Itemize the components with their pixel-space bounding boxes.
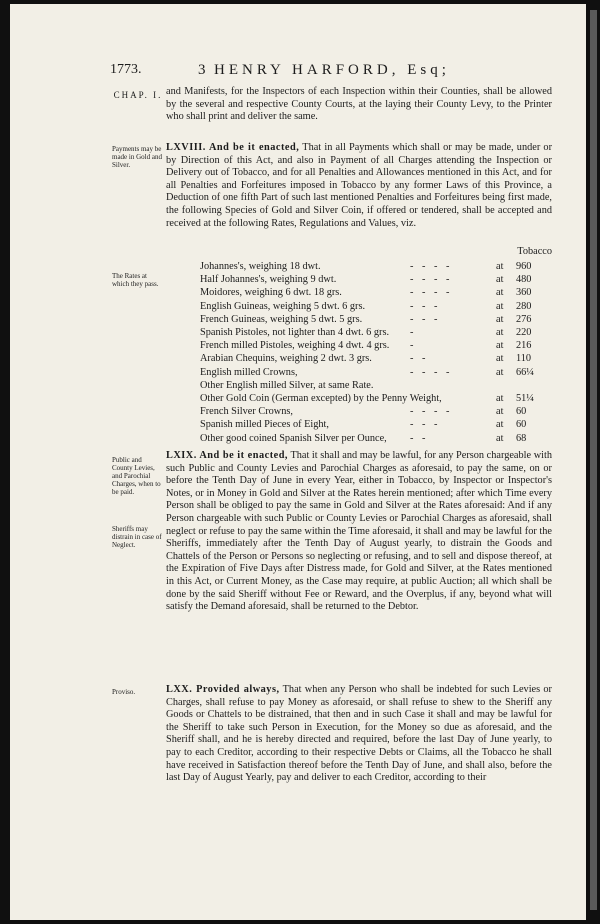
rate-row xyxy=(200,352,552,365)
rate-row xyxy=(200,273,552,286)
rate-at: at xyxy=(496,393,504,404)
rate-coin: Johannes's, weighing 18 dwt. xyxy=(200,261,321,272)
rate-value: 60 xyxy=(516,419,527,431)
rate-at: at xyxy=(496,313,504,325)
rate-coin: Moidores, weighing 6 dwt. 18 grs. xyxy=(200,287,342,299)
rate-coin: English Guineas, weighing 5 dwt. 6 grs. xyxy=(200,300,366,312)
rate-dashes: - - - xyxy=(410,300,441,312)
rate-dashes: - - - xyxy=(410,419,441,431)
margin-levies: Public and County Levies, and Parochial Charges, when to be paid. xyxy=(112,456,161,496)
rate-at: at xyxy=(496,327,504,338)
section-lxviii xyxy=(166,142,552,230)
rate-dashes: - - - - xyxy=(410,274,453,286)
rate-row xyxy=(200,392,552,405)
rate-value: 360 xyxy=(516,287,532,299)
rate-value: 51¼ xyxy=(516,393,535,404)
rate-coin: Spanish Pistoles, not lighter than 4 dwt. 6 grs. xyxy=(200,327,390,338)
rate-row xyxy=(200,432,552,445)
rate-row xyxy=(200,326,552,339)
rate-dashes: - xyxy=(410,327,417,338)
rate-coin: Other English milled Silver, at same Rate. xyxy=(200,379,374,391)
rate-at: at xyxy=(496,353,504,365)
rate-coin: Arabian Chequins, weighing 2 dwt. 3 grs. xyxy=(200,353,372,365)
rate-dashes: - - xyxy=(410,432,429,444)
rate-dashes: - - - - xyxy=(410,261,453,272)
rate-value: 220 xyxy=(516,327,532,338)
rate-row xyxy=(200,379,552,392)
margin-chap: CHAP. I. xyxy=(113,90,163,100)
rate-at: at xyxy=(496,287,504,299)
rate-dashes: - xyxy=(410,340,417,352)
margin-proviso: Proviso. xyxy=(112,688,136,696)
section-lxviii-lead: LXVIII. And be it enacted, xyxy=(166,142,300,153)
rate-value: 110 xyxy=(516,353,532,365)
rate-value: 480 xyxy=(516,274,532,286)
rate-value: 280 xyxy=(516,300,532,312)
rate-row xyxy=(200,260,552,273)
rate-coin: French Silver Crowns, xyxy=(200,406,293,418)
rate-row xyxy=(200,313,552,326)
rate-at: at xyxy=(496,406,504,418)
rate-row xyxy=(200,366,552,379)
rate-coin: Other good coined Spanish Silver per Ounce, xyxy=(200,432,387,444)
rate-at: at xyxy=(496,419,504,431)
rate-dashes: - - - - xyxy=(410,287,453,299)
rate-value: 60 xyxy=(516,406,527,418)
rate-dashes: - - - xyxy=(410,313,441,325)
scan-edge xyxy=(590,10,597,910)
section-lxix-text: That it shall and may be lawful, for any Person chargeable with such Public and County Levies and Parochial Charges as aforesaid, to pay the same, on or before the Tenth Day of June in every Year, either in Tobacco, by Inspector or Inspector's Notes, or in Money in Gold and Silver at the Rates herein mentioned; after which Time every Person shall be obliged to pay the same in Gold and Silver at the Rates aforesaid: And if any Person chargeable with such Public or County Levies or Parochial Charges as aforesaid, shall neglect or refuse to pay the same within the Time aforesaid, it shall and may be lawful for the Sheriffs, immediately after the Tenth Day of August yearly, to distrain the Goods and Chattels of the Person or Persons so neglecting or refusing, and to sell and dispose thereof, at the Expiration of Five Days after Distress made, for Gold and Silver, at the Rates mentioned in this Act, or Current Money, as the Case may require, at public Auction; all which shall be done by the said Sheriff without Fee or Reward, and the Overplus, if any, beyond what will satisfy the Demand aforesaid, shall be returned to the Debtor. xyxy=(166,450,553,613)
rate-coin: Half Johannes's, weighing 9 dwt. xyxy=(200,274,337,286)
rate-at: at xyxy=(496,300,504,312)
margin-rates: The Rates at which they pass. xyxy=(112,272,159,288)
rate-at: at xyxy=(496,261,504,272)
rate-coin: French Guineas, weighing 5 dwt. 5 grs. xyxy=(200,313,363,325)
section-lxix xyxy=(166,450,552,614)
rate-value: 276 xyxy=(516,313,532,325)
rate-row xyxy=(200,339,552,352)
rate-dashes: - - xyxy=(410,353,429,365)
intro-paragraph: and Manifests, for the Inspectors of each Inspection within their Counties, shall be allowed by the several and respective County Courts, at the laying their County Levy, to the Printer who shall print and deliver the same. xyxy=(166,86,552,123)
section-lxx xyxy=(166,684,552,785)
rate-value: 960 xyxy=(516,261,532,272)
rate-coin: Spanish milled Pieces of Eight, xyxy=(200,419,329,431)
rate-row xyxy=(200,300,552,313)
rate-coin: Other Gold Coin (German excepted) by the Penny Weight, xyxy=(200,393,442,404)
section-lxx-lead: LXX. Provided always, xyxy=(166,684,280,695)
rate-dashes: - - - - xyxy=(410,406,453,418)
rate-row xyxy=(200,418,552,431)
rate-at: at xyxy=(496,274,504,286)
section-lxviii-text: That in all Payments which shall or may be made, under or by Direction of this Act, and also in Payment of all Charges attending the Inspection or Delivery out of Tobacco, and for all Penalties and Allowances mentioned in this Act, and for all Penalties and Forfeitures imposed in Tobacco by any former Laws of this Province, a Deduction of one fifth Part of such last mentioned Penalties and Forfeitures being first made, the following Species of Gold and Silver Coin, if offered or tendered, shall be accepted and received at the following Rates, Regulations and Values, viz. xyxy=(166,142,552,229)
rate-value: 216 xyxy=(516,340,532,352)
rate-row xyxy=(200,286,552,299)
margin-distrain: Sheriffs may distrain in case of Neglect. xyxy=(112,525,162,549)
header-year: 1773. xyxy=(110,62,142,77)
header-page-number: 3 xyxy=(198,62,207,78)
rate-at: at xyxy=(496,340,504,352)
rate-row xyxy=(200,405,552,418)
margin-payments: Payments may be made in Gold and Silver. xyxy=(112,145,162,169)
section-lxix-lead: LXIX. And be it enacted, xyxy=(166,450,288,461)
header-title: HENRY HARFORD, Esq; xyxy=(214,62,450,78)
rates-column-header: Tobacco xyxy=(517,246,552,257)
rate-value: 68 xyxy=(516,432,527,444)
rate-at: at xyxy=(496,432,504,444)
rate-at: at xyxy=(496,366,504,378)
section-lxx-text: That when any Person who shall be indebted for such Levies or Charges, shall refuse to pay Money as aforesaid, or shall refuse to shew to the Sheriff any Goods or Chattels to be distrained, that then and in such Case it shall and may be lawful for the Sheriff to take such Person in Execution, for the Money so due as aforesaid, and the Sheriff shall, and he is hereby directed and required, before the last Day of June yearly, to pay to each Creditor, according to their respective Debts or Claims, all the Tobacco he shall have received in Satisfaction thereof before the Tenth Day of June, and shall also, before the last Day of August Yearly, pay and deliver to each Creditor, according to their xyxy=(166,684,552,784)
rate-coin: French milled Pistoles, weighing 4 dwt. 4 grs. xyxy=(200,340,390,352)
rate-value: 66¼ xyxy=(516,366,535,378)
rate-dashes: - - - - xyxy=(410,366,453,378)
rate-coin: English milled Crowns, xyxy=(200,366,298,378)
